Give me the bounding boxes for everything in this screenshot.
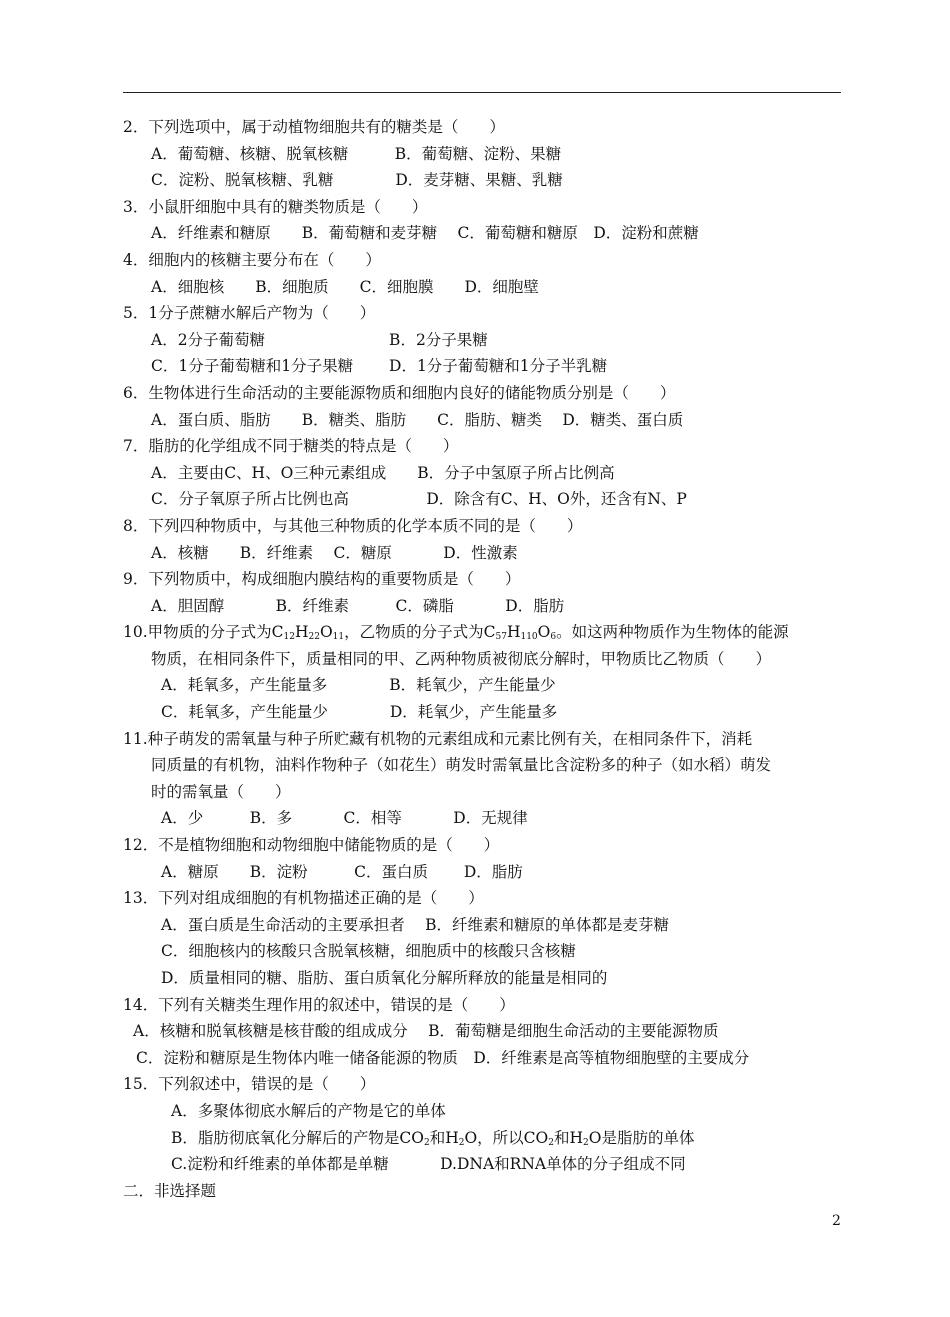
q15-options-cd: C.淀粉和纤维素的单体都是单糖 D.DNA和RNA单体的分子组成不同 (171, 1155, 686, 1174)
q13-option-c: C．细胞核内的核酸只含脱氧核糖，细胞质中的核酸只含核糖 (161, 942, 576, 961)
q13-option-d: D．质量相同的糖、脂肪、蛋白质氧化分解所释放的能量是相同的 (161, 969, 608, 987)
q12-options: A．糖原 B．淀粉 C．蛋白质 D．脂肪 (161, 862, 523, 881)
q2-options-cd: C．淀粉、脱氧核糖、乳糖 D．麦芽糖、果糖、乳糖 (151, 171, 563, 190)
q7-stem: 7．脂肪的化学组成不同于糖类的特点是（ ） (123, 437, 459, 456)
q2-options-ab: A．葡萄糖、核糖、脱氧核糖 B．葡萄糖、淀粉、果糖 (151, 144, 562, 163)
q9-stem: 9．下列物质中，构成细胞内膜结构的重要物质是（ ） (123, 570, 521, 589)
q9-options: A．胆固醇 B．纤维素 C．磷脂 D．脂肪 (151, 596, 565, 615)
q10-stem-line1: 10.甲物质的分子式为$C_{12}H_{22}O_{11}$，乙物质的分子式为$C_{57}H_{110}O_6$。如这两种物质作为生物体的能源 (123, 623, 789, 643)
q5-stem: 5．1分子蔗糖水解后产物为（ ） (123, 304, 376, 323)
q3-stem: 3．小鼠肝细胞中具有的糖类物质是（ ） (123, 197, 428, 216)
q7-options-cd: C．分子氧原子所占比例也高 D．除含有C、H、O外，还含有N、P (151, 490, 687, 509)
page-number: 2 (832, 1213, 841, 1229)
q6-stem: 6．生物体进行生命活动的主要能源物质和细胞内良好的储能物质分别是（ ） (123, 383, 676, 402)
q3-options: A．纤维素和糖原 B．葡萄糖和麦芽糖 C．葡萄糖和糖原 D．淀粉和蔗糖 (151, 224, 699, 243)
q4-stem: 4．细胞内的核糖主要分布在（ ） (123, 250, 381, 269)
q11-stem-line2: 同质量的有机物，油料作物种子（如花生）萌发时需氧量比含淀粉多的种子（如水稻）萌发 (151, 756, 772, 775)
q8-stem: 8．下列四种物质中，与其他三种物质的化学本质不同的是（ ） (123, 516, 583, 535)
q4-options: A．细胞核 B．细胞质 C．细胞膜 D．细胞壁 (151, 277, 539, 296)
q11-options: A．少 B．多 C．相等 D．无规律 (161, 809, 528, 828)
question-list (123, 114, 853, 1204)
q10-options-cd: C．耗氧多，产生能量少 D．耗氧少，产生能量多 (161, 703, 558, 722)
q14-options-ab: A．核糖和脱氧核糖是核苷酸的组成成分 B．葡萄糖是细胞生命活动的主要能源物质 (133, 1022, 719, 1041)
q14-options-cd: C．淀粉和糖原是生物体内唯一储备能源的物质 D．纤维素是高等植物细胞壁的主要成分 (136, 1048, 750, 1067)
q11-stem-line3: 时的需氧量（ ） (151, 782, 291, 801)
q15-option-b: B．脂肪彻底氧化分解后的产物是$CO_2$和$H_2O$，所以$CO_2$和$H_2O$是脂肪的单体 (171, 1128, 695, 1148)
q5-options-ab: A．2分子葡萄糖 B．2分子果糖 (151, 330, 488, 349)
q5-options-cd: C．1分子葡萄糖和1分子果糖 D．1分子葡萄糖和1分子半乳糖 (151, 357, 608, 376)
header-rule (123, 92, 841, 93)
q10-stem-line2: 物质，在相同条件下，质量相同的甲、乙两种物质被彻底分解时，甲物质比乙物质（ ） (151, 649, 772, 668)
q15-option-a: A．多聚体彻底水解后的产物是它的单体 (171, 1101, 446, 1120)
q7-options-ab: A．主要由C、H、O三种元素组成 B．分子中氢原子所占比例高 (151, 463, 615, 482)
q10-options-ab: A．耗氧多，产生能量多 B．耗氧少，产生能量少 (161, 676, 556, 695)
q2-stem: 2．下列选项中，属于动植物细胞共有的糖类是（ ） (123, 118, 505, 136)
q15-stem: 15．下列叙述中，错误的是（ ） (123, 1075, 376, 1094)
q8-options: A．核糖 B．纤维素 C．糖原 D．性激素 (151, 543, 518, 562)
q13-options-ab: A．蛋白质是生命活动的主要承担者 B．纤维素和糖原的单体都是麦芽糖 (161, 915, 670, 934)
q6-options: A．蛋白质、脂肪 B．糖类、脂肪 C．脂肪、糖类 D．糖类、蛋白质 (151, 410, 684, 429)
q13-stem: 13．下列对组成细胞的有机物描述正确的是（ ） (123, 889, 484, 908)
section-heading: 二．非选择题 (123, 1181, 217, 1200)
q14-stem: 14．下列有关糖类生理作用的叙述中，错误的是（ ） (123, 995, 515, 1014)
q11-stem-line1: 11.种子萌发的需氧量与种子所贮藏有机物的元素组成和元素比例有关，在相同条件下，消耗 (123, 729, 753, 748)
q12-stem: 12．不是植物细胞和动物细胞中储能物质的是（ ） (123, 836, 500, 855)
